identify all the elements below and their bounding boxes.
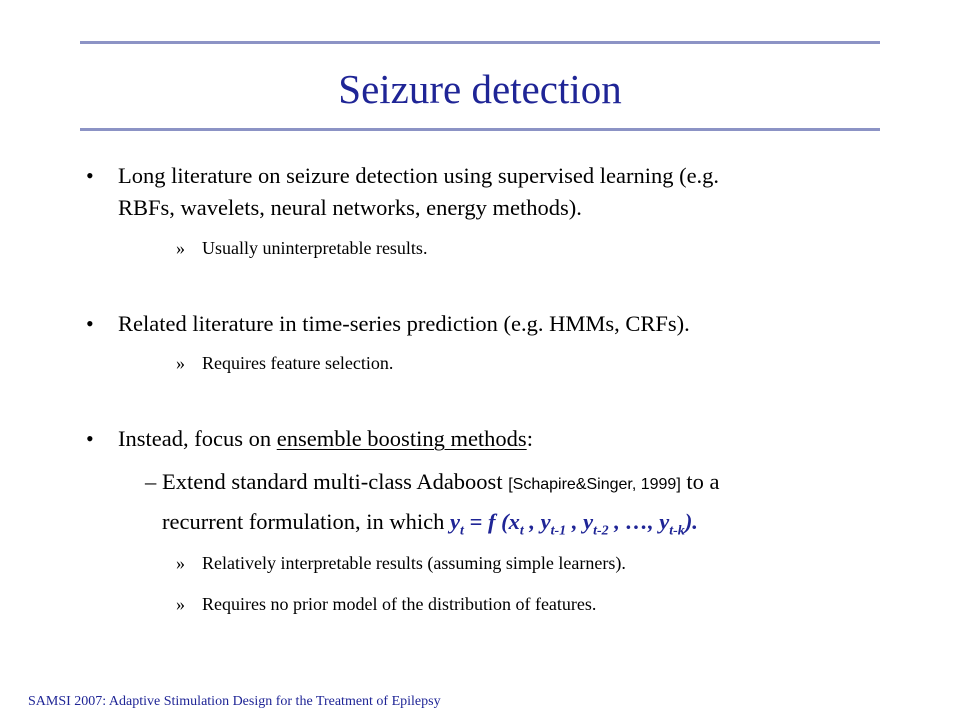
bullet-1-line-1: Long literature on seizure detection using supervised learning (e.g. bbox=[118, 163, 720, 188]
slide-title: Seizure detection bbox=[338, 66, 622, 112]
dash-sub-1-text: Relatively interpretable results (assuming simple learners). bbox=[202, 553, 626, 573]
bullet-marker: • bbox=[86, 311, 94, 336]
bullet-marker: • bbox=[86, 163, 94, 188]
bullet-2-line-1: Related literature in time-series prediction (e.g. HMMs, CRFs). bbox=[118, 311, 690, 336]
slide-footer: SAMSI 2007: Adaptive Stimulation Design for the Treatment of Epilepsy bbox=[28, 694, 441, 709]
dash-line-1-before: Extend standard multi-class Adaboost bbox=[162, 469, 509, 494]
bullet-3-suffix: : bbox=[526, 426, 533, 451]
sub-marker: » bbox=[176, 594, 185, 614]
bullet-3-text bbox=[118, 424, 533, 454]
dash-line-1-after: to a bbox=[680, 469, 720, 494]
top-divider bbox=[80, 41, 880, 44]
dash-item-line-1 bbox=[162, 467, 720, 500]
bullet-1-line-2: RBFs, wavelets, neural networks, energy methods). bbox=[118, 195, 582, 220]
dash-sub-2-text: Requires no prior model of the distribution of features. bbox=[202, 594, 597, 614]
sub-marker: » bbox=[176, 238, 185, 258]
dash-line-2-before: recurrent formulation, in which bbox=[162, 509, 451, 534]
bullet-marker: • bbox=[86, 426, 94, 451]
sub-marker: » bbox=[176, 353, 185, 373]
bullet-3-prefix: Instead, focus on bbox=[118, 426, 277, 451]
bullet-1-sub-text: Usually uninterpretable results. bbox=[202, 238, 428, 258]
ensemble-boosting-underlined: ensemble boosting methods bbox=[276, 426, 527, 451]
dash-item-line-2 bbox=[162, 507, 698, 547]
bullet-2-sub-text: Requires feature selection. bbox=[202, 353, 394, 373]
dash-marker: – bbox=[145, 469, 157, 494]
sub-marker: » bbox=[176, 553, 185, 573]
citation: [Schapire&Singer, 1999] bbox=[508, 476, 681, 493]
recurrent-formula: $y_t = f$ ($x_t$ , $y_{t-1}$ , $y_{t-2}$ , …, $y_{t-k}$). bbox=[450, 509, 698, 539]
title-divider bbox=[80, 128, 880, 131]
